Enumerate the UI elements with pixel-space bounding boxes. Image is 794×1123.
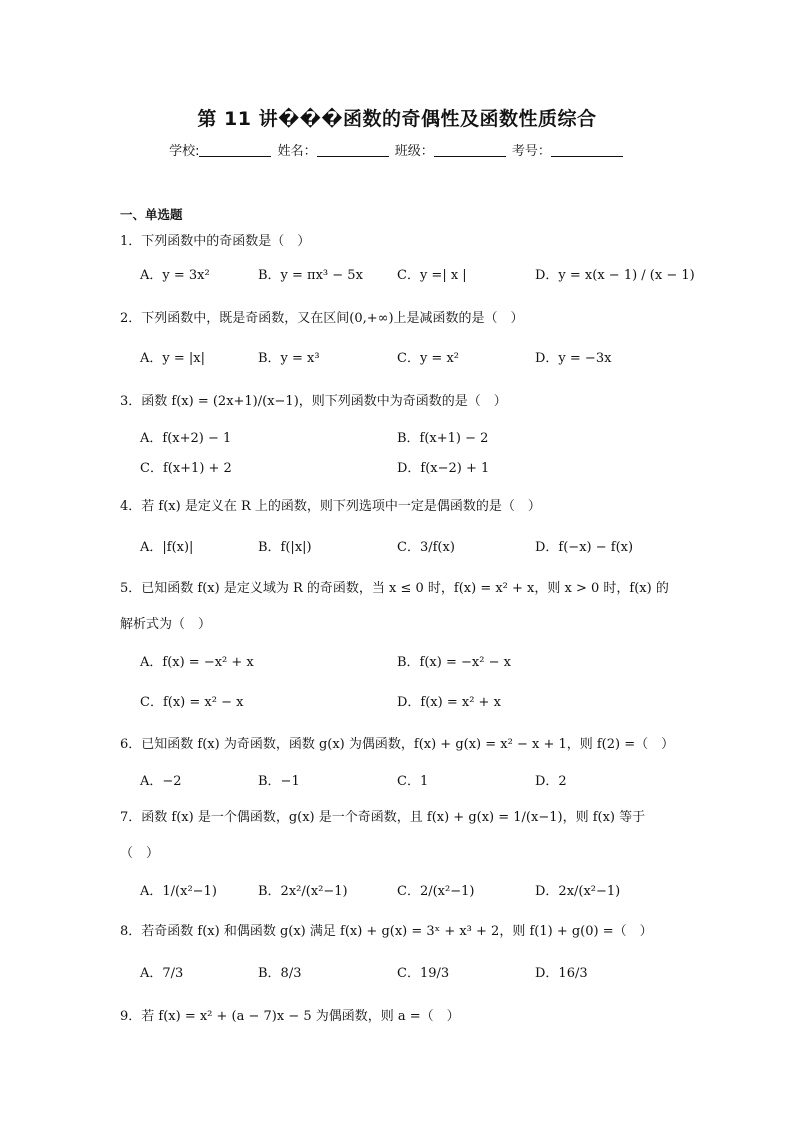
question-7-option-c: C．2/(x²−1) <box>397 884 475 899</box>
question-1-stem: 1．下列函数中的奇函数是（ ） <box>120 234 311 249</box>
question-4-option-a: A．|f(x)| <box>140 540 194 555</box>
name-blank <box>317 144 389 157</box>
question-3-option-c: C．f(x+1) + 2 <box>140 461 232 476</box>
question-1-option-c: C．y =| x | <box>397 268 467 283</box>
question-1-option-d: D．y = x(x − 1) / (x − 1) <box>535 268 695 283</box>
question-5-option-d: D．f(x) = x² + x <box>397 695 501 710</box>
section-heading: 一、单选题 <box>120 207 183 222</box>
name-label: 姓名： <box>277 144 317 159</box>
question-1-option-a: A．y = 3x² <box>140 268 210 283</box>
question-7-option-b: B．2x²/(x²−1) <box>258 884 348 899</box>
question-9-stem: 9．若 f(x) = x² + (a − 7)x − 5 为偶函数，则 a =（ ） <box>120 1009 460 1024</box>
question-8-option-d: D．16/3 <box>535 966 588 981</box>
class-blank <box>434 144 506 157</box>
question-6-option-d: D．2 <box>535 774 567 789</box>
class-label: 班级： <box>394 144 434 159</box>
question-4-option-c: C．3/f(x) <box>397 540 455 555</box>
question-1-option-b: B．y = πx³ − 5x <box>258 268 363 283</box>
school-label: 学校: <box>169 144 200 159</box>
question-5-option-b: B．f(x) = −x² − x <box>397 655 511 670</box>
question-6-stem: 6．已知函数 f(x) 为奇函数，函数 g(x) 为偶函数，f(x) + g(x) = x² − x + 1，则 f(2) =（ ） <box>120 737 675 752</box>
question-4-option-b: B．f(|x|) <box>258 540 312 555</box>
question-7-stem: 7．函数 f(x) 是一个偶函数，g(x) 是一个奇函数，且 f(x) + g(x) = 1/(x−1)，则 f(x) 等于 <box>120 810 646 825</box>
question-8-option-a: A．7/3 <box>140 966 184 981</box>
question-8-option-c: C．19/3 <box>397 966 450 981</box>
page-title: 第 11 讲���函数的奇偶性及函数性质综合 <box>197 108 597 130</box>
question-2-stem: 2．下列函数中，既是奇函数，又在区间(0,+∞)上是减函数的是（ ） <box>120 311 524 326</box>
number-blank <box>551 144 623 157</box>
question-6-option-a: A．−2 <box>140 774 182 789</box>
question-2-option-c: C．y = x² <box>397 351 459 366</box>
question-6-option-c: C．1 <box>397 774 429 789</box>
question-5-stem-continued: 解析式为（ ） <box>120 617 212 632</box>
question-5-stem: 5．已知函数 f(x) 是定义域为 R 的奇函数，当 x ≤ 0 时，f(x) = x² + x，则 x > 0 时，f(x) 的 <box>120 581 669 596</box>
school-blank <box>199 144 271 157</box>
question-6-option-b: B．−1 <box>258 774 300 789</box>
question-4-option-d: D．f(−x) − f(x) <box>535 540 634 555</box>
question-2-option-d: D．y = −3x <box>535 351 612 366</box>
question-8-option-b: B．8/3 <box>258 966 302 981</box>
question-7-stem-continued: （ ） <box>120 846 160 861</box>
question-7-option-a: A．1/(x²−1) <box>140 884 217 899</box>
question-8-stem: 8．若奇函数 f(x) 和偶函数 g(x) 满足 f(x) + g(x) = 3ˣ + x³ + 2，则 f(1) + g(0) =（ ） <box>120 924 653 939</box>
question-3-stem: 3．函数 f(x) = (2x+1)/(x−1)，则下列函数中为奇函数的是（ ） <box>120 394 507 409</box>
question-7-option-d: D．2x/(x²−1) <box>535 884 621 899</box>
student-info-line <box>0 140 794 159</box>
question-2-option-b: B．y = x³ <box>258 351 320 366</box>
question-3-option-d: D．f(x−2) + 1 <box>397 461 490 476</box>
number-label: 考号： <box>511 144 551 159</box>
question-5-option-c: C．f(x) = x² − x <box>140 695 244 710</box>
question-4-stem: 4．若 f(x) 是定义在 R 上的函数，则下列选项中一定是偶函数的是（ ） <box>120 499 541 514</box>
question-2-option-a: A．y = |x| <box>140 351 205 366</box>
question-5-option-a: A．f(x) = −x² + x <box>140 655 254 670</box>
question-3-option-a: A．f(x+2) − 1 <box>140 431 232 446</box>
question-3-option-b: B．f(x+1) − 2 <box>397 431 489 446</box>
